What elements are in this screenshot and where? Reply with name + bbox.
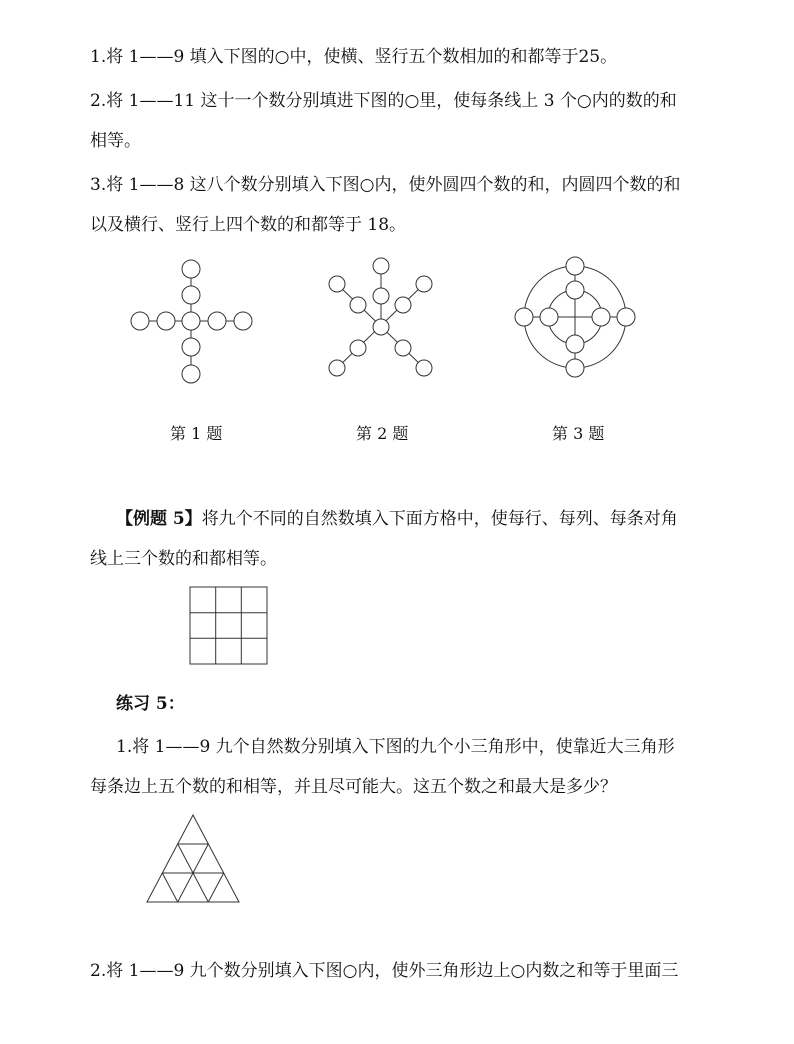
example-5-line-2: 线上三个数的和都相等。: [90, 549, 277, 569]
practice-5-q1-line-1: 1.将 1——9 九个自然数分别填入下图的九个小三角形中，使靠近大三角形: [116, 737, 675, 757]
practice-5-q2-line-1: 2.将 1——9 九个数分别填入下图○内，使外三角形边上○内数之和等于里面三: [90, 961, 679, 981]
figure-2-caption: 第 2 题: [356, 424, 409, 443]
problem-3-line-2: 以及横行、竖行上四个数的和都等于 18。: [90, 215, 407, 235]
problem-3-line-1: 3.将 1——8 这八个数分别填入下图○内，使外圆四个数的和，内圆四个数的和: [90, 175, 681, 195]
example-5-text-1: 将九个不同的自然数填入下面方格中，使每行、每列、每条对角: [201, 509, 678, 529]
figure-1-caption: 第 1 题: [170, 424, 223, 443]
problem-1: 1.将 1——9 填入下图的○中，使横、竖行五个数相加的和都等于25。: [90, 47, 618, 67]
example-5-label: 【例题 5】: [116, 509, 202, 529]
practice-5-heading: 练习 5：: [116, 694, 185, 714]
figure-3-caption: 第 3 题: [552, 424, 605, 443]
problem-2-line-2: 相等。: [90, 131, 141, 151]
problem-2-line-1: 2.将 1——11 这十一个数分别填进下图的○里，使每条线上 3 个○内的数的和: [90, 91, 677, 111]
practice-5-q1-line-2: 每条边上五个数的和相等，并且尽可能大。这五个数之和最大是多少？: [90, 777, 617, 797]
